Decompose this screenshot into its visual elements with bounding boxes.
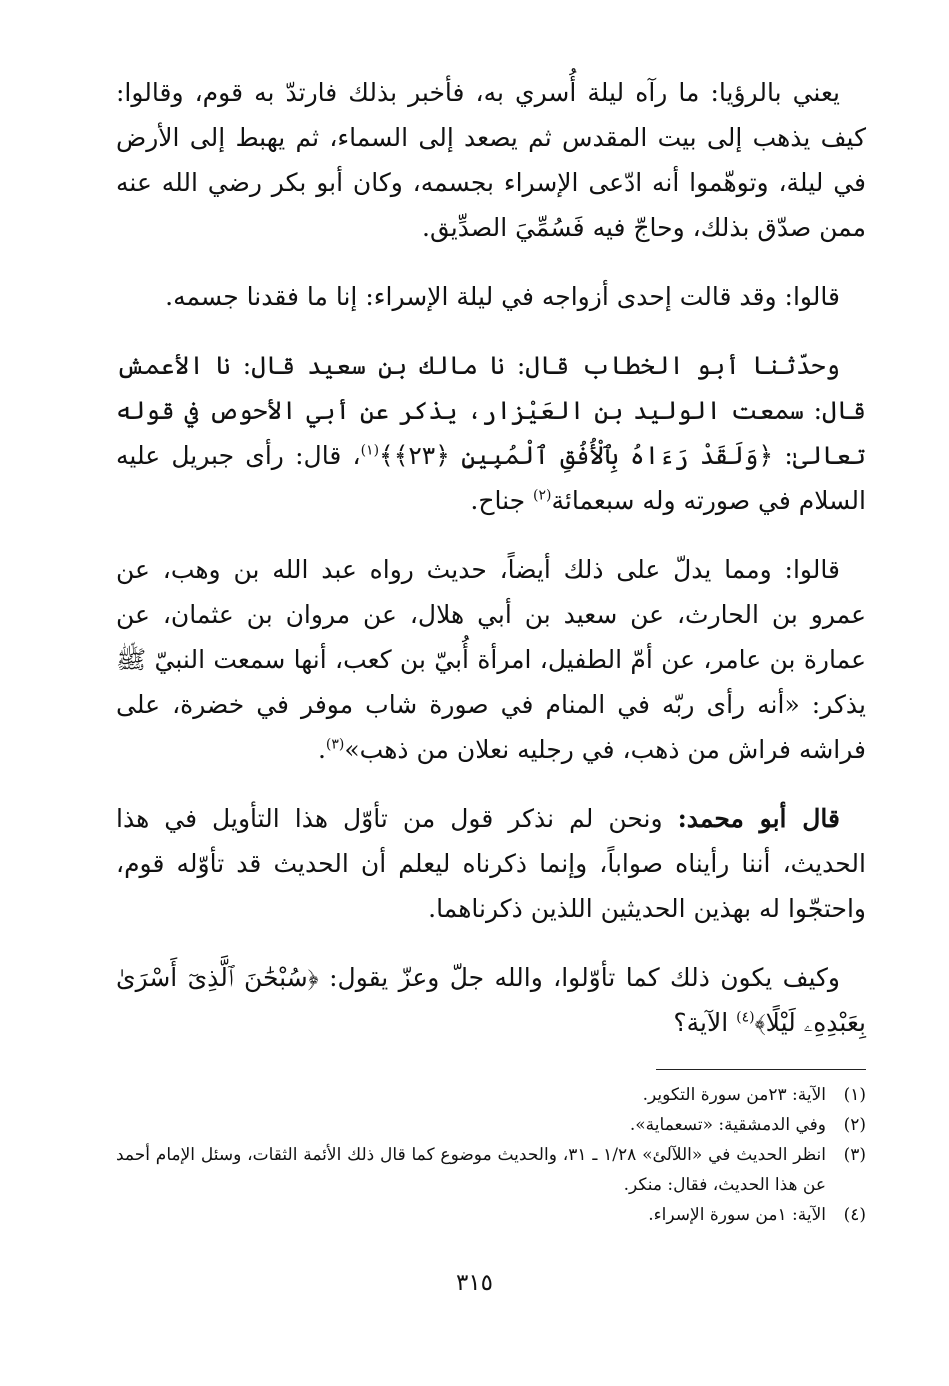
footnote-ref-2[interactable]: (٢) (533, 487, 552, 504)
footnote-number: (٤) (843, 1205, 866, 1225)
footnote-ref-4[interactable]: (٤) (736, 1009, 755, 1026)
paragraph-4-text-a: قالوا: ومما يدلّ على ذلك أيضاً، حديث رواه عبد الله بن وهب، عن عمرو بن الحارث، عن سعيد بن أبي هلال، عن مروان بن عثمان، عن عمارة بن عامر، عن أمّ الطفيل، امرأة أُبيّ بن كعب، أنها سمعت النبيّ ﷺ يذكر: «أنه رأى ربّه في المنام في صورة شاب موفر في خضرة، على فراشه فراش من ذهب، في رجليه نعلان من ذهب» (116, 555, 866, 764)
footnote-text: الآية: ٢٣من سورة التكوير. (642, 1085, 826, 1105)
paragraph-3-text-c: جناح. (470, 486, 534, 515)
paragraph-3-text-b: ، قال: رأى جبريل عليه السلام في صورته وله سبعمائة (116, 441, 866, 515)
page-number: ٣١٥ (455, 1270, 494, 1296)
paragraph-3 (116, 343, 866, 523)
paragraph-5 (116, 796, 866, 931)
paragraph-5-text: ونحن لم نذكر قول من تأوّل هذا التأويل في هذا الحديث، أننا رأيناه صواباً، وإنما ذكرناه ليعلم أن الحديث قد تأوّله قوم، واحتجّوا له بهذين الحديثين اللذين ذكرناهما. (116, 804, 866, 923)
paragraph-4 (116, 547, 866, 772)
footnote-2 (116, 1110, 866, 1140)
paragraph-1-text: يعني بالرؤيا: ما رآه ليلة أُسري به، فأخبر بذلك فارتدّ به قوم، وقالوا: كيف يذهب إلى بيت المقدس ثم يصعد إلى السماء، ثم يهبط إلى الأرض في ليلة، وتوهّموا أنه ادّعى الإسراء بجسمه، وكان أبو بكر رضي الله عنه ممن صدّق بذلك، وحاجّ فيه فَسُمِّيَ الصدِّيق. (116, 78, 866, 242)
footnote-4 (116, 1200, 866, 1230)
footnote-3 (116, 1140, 866, 1200)
paragraph-4-text-b: . (317, 735, 326, 764)
footnote-number: (٣) (843, 1145, 866, 1165)
footnote-text: انظر الحديث في «اللآلئ» ١/٢٨ ـ ٣١، والحديث موضوع كما قال ذلك الأئمة الثقات، وسئل الإمام أحمد عن هذا الحديث، فقال: منكر. (116, 1145, 827, 1195)
main-text (116, 70, 866, 1069)
footnote-text: الآية: ١من سورة الإسراء. (648, 1205, 826, 1225)
paragraph-6-text-a: وكيف يكون ذلك كما تأوّلوا، والله جلّ وعزّ يقول: ﴿سُبْحَٰنَ ٱلَّذِىٓ أَسْرَىٰ بِعَبْدِهِۦ لَيْلًا﴾ (116, 963, 866, 1037)
footnote-text: وفي الدمشقية: «تسعماية». (629, 1115, 826, 1135)
paragraph-2-text: قالوا: وقد قالت إحدى أزواجه في ليلة الإسراء: إنا ما فقدنا جسمه. (165, 282, 840, 311)
paragraph-6 (116, 955, 866, 1045)
paragraph-6-text-b: الآية؟ (673, 1008, 737, 1037)
footnote-ref-3[interactable]: (٣) (325, 736, 345, 753)
footnote-ref-1[interactable]: (١) (360, 442, 380, 459)
paragraph-2 (116, 274, 866, 319)
paragraph-5-speaker: قال أبو محمد: (677, 804, 840, 833)
paragraph-1 (116, 70, 866, 250)
footnote-1 (116, 1080, 866, 1110)
footnote-separator (656, 1069, 866, 1070)
footnote-number: (١) (843, 1085, 866, 1105)
footnote-number: (٢) (843, 1115, 866, 1135)
footnotes (116, 1080, 866, 1230)
paragraph-3-text-a: وحدّثنا أبو الخطاب قال: نا مالك بن سعيد قال: نا الأعمش قال: سمعت الوليد بن العَيْزار، يذكر عن أبي الأحوص في قوله تعالىٰ: ﴿وَلَقَدْ رَءَاهُ بِٱلْأُفُقِ ٱلْمُبِينِ ﴿٢٣﴾﴾ (116, 351, 867, 470)
